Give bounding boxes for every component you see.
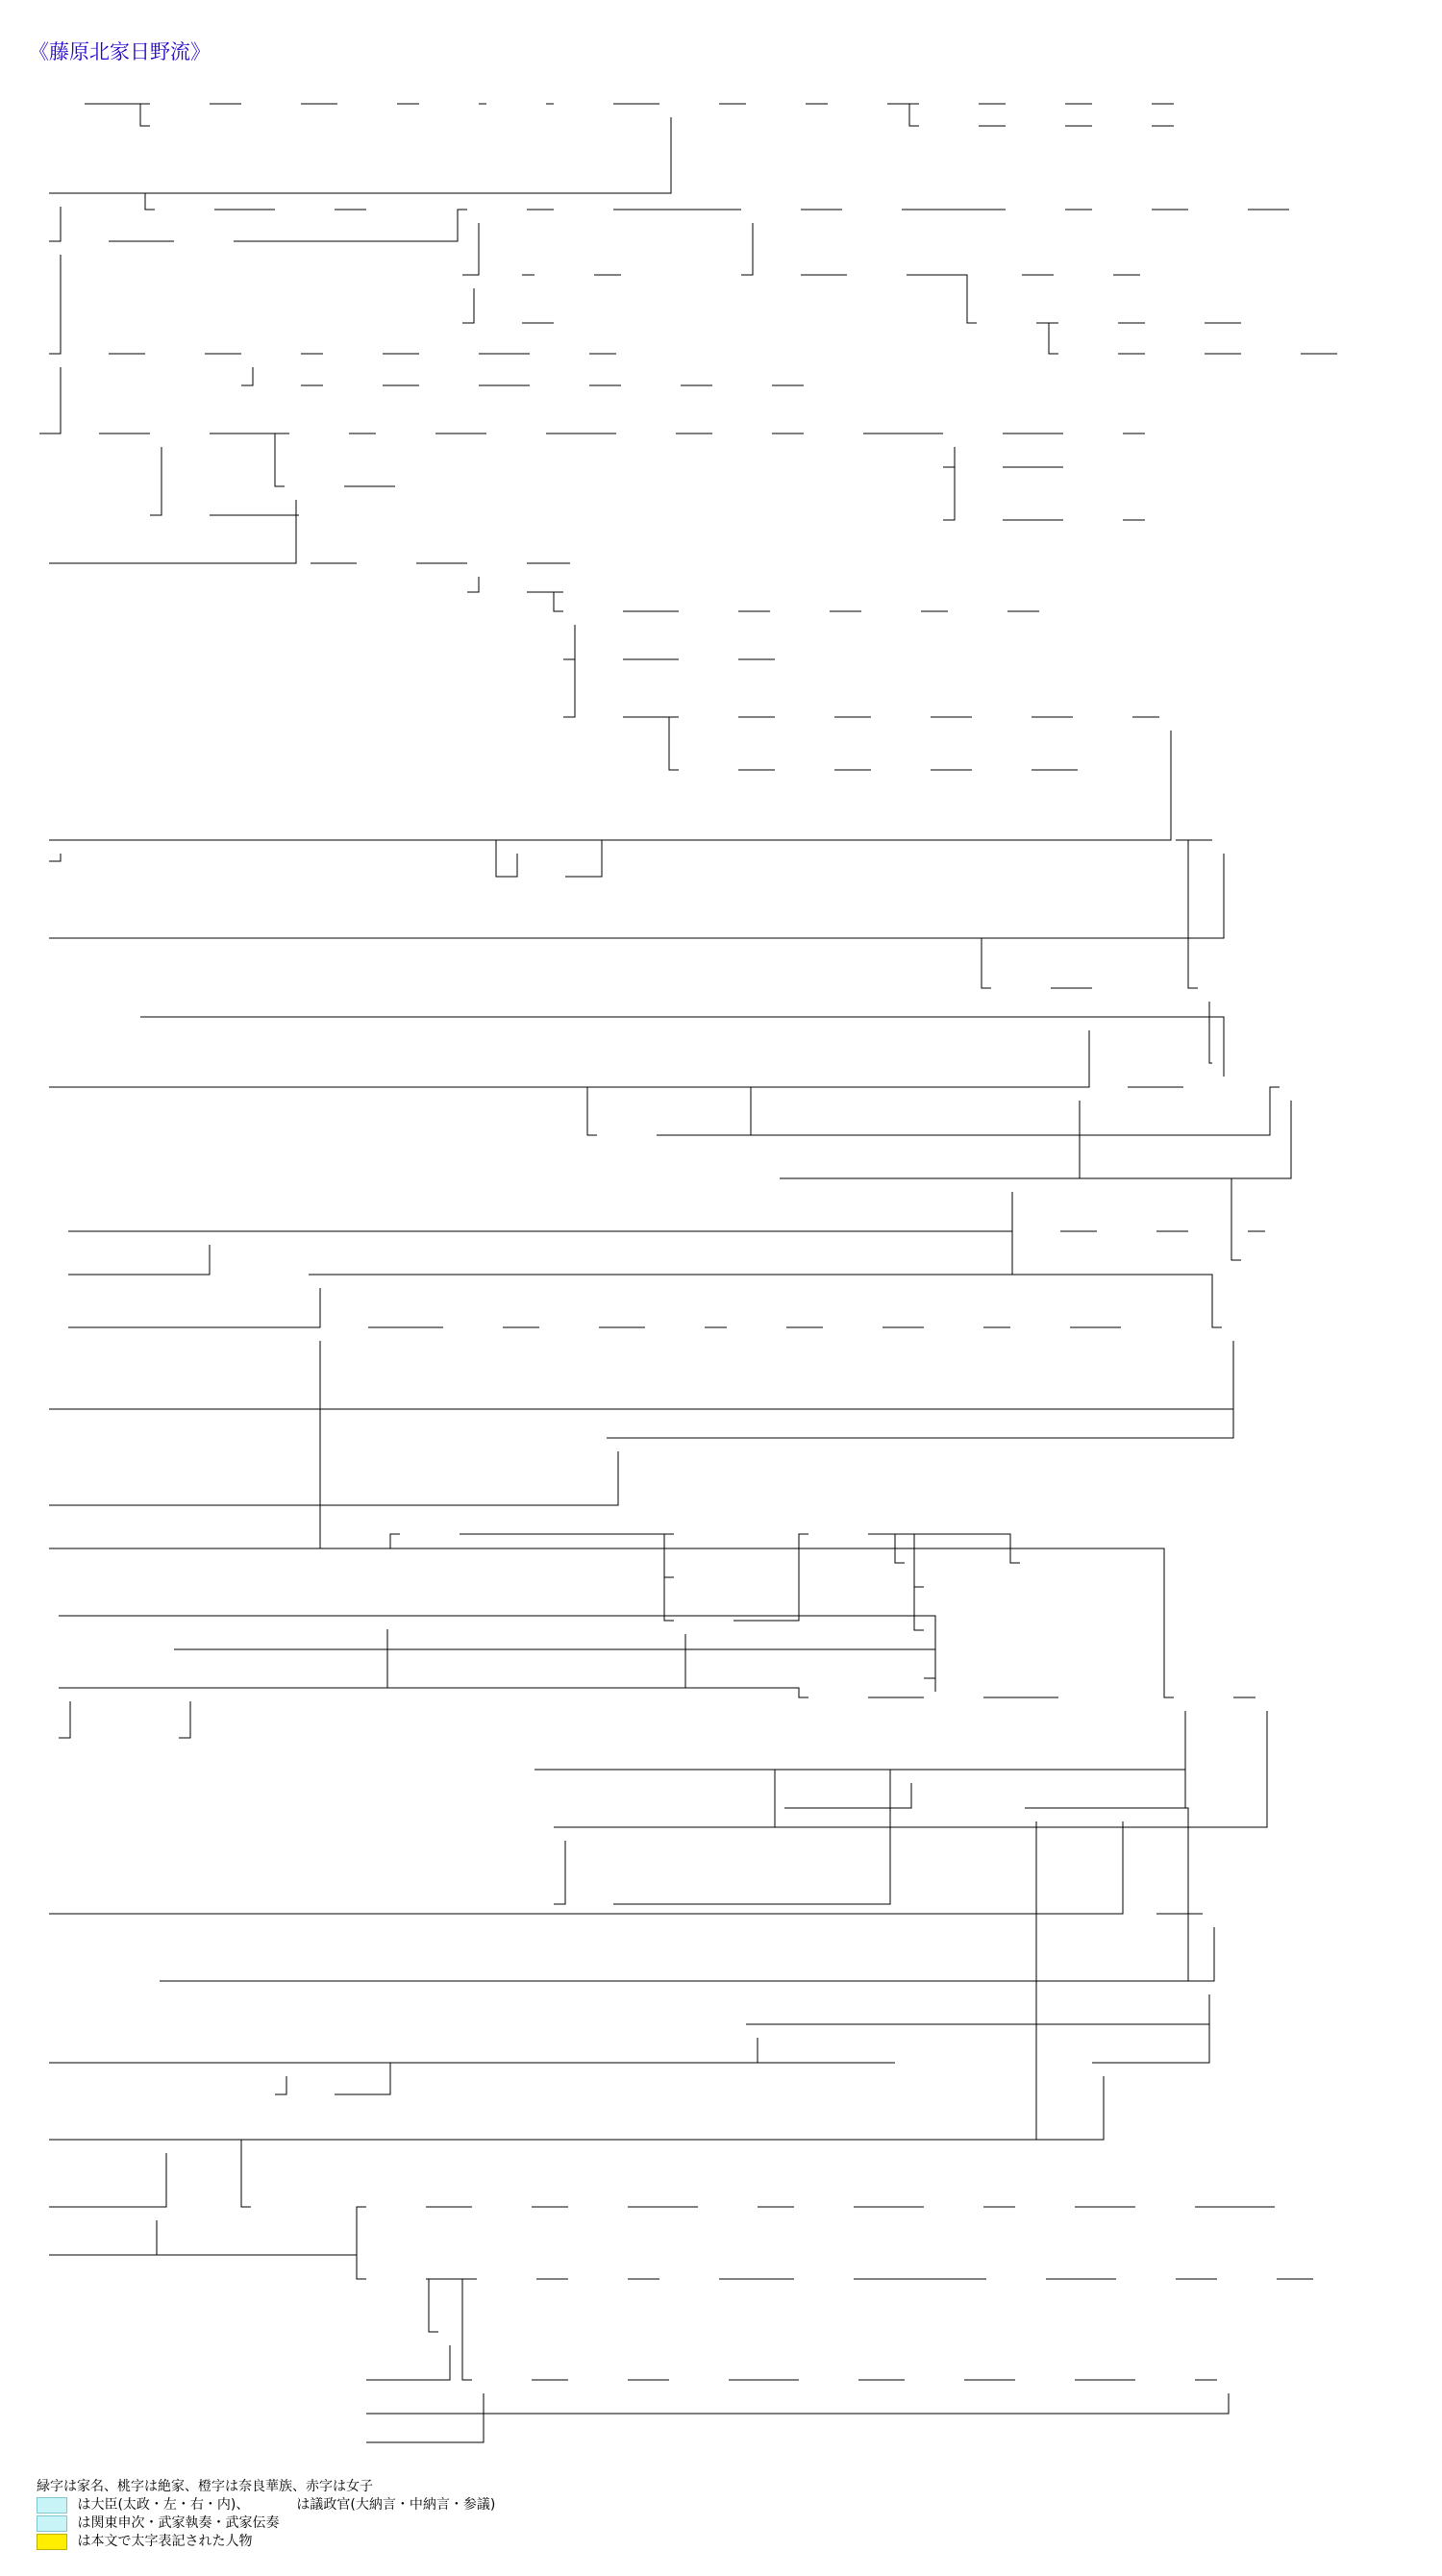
legend [37,2478,495,2551]
connector [49,2076,1104,2140]
connector [234,210,467,241]
connector [943,447,955,520]
connector [460,1534,674,1577]
connector [160,2038,758,2063]
connector [335,2063,400,2094]
connector [982,1002,1209,1017]
connector [657,1087,760,1135]
connector [460,1534,674,1621]
connector [924,1644,935,1678]
connector [887,104,919,126]
legend-bold-text: は本文で太字表記された人物 [77,2534,253,2549]
connector [462,223,479,275]
legend-row-envoy [37,2514,495,2533]
connector [565,840,611,877]
connector [299,1634,685,1688]
connector [907,275,977,323]
connector [299,1616,935,1692]
connector-lines [39,104,1337,2442]
connector [150,447,162,515]
connector [59,1701,70,1738]
connector [49,1341,320,1548]
connector [467,577,479,592]
connector [368,1275,1222,1327]
connector [1060,1178,1241,1260]
connector [275,2076,286,2094]
legend-rank-text: は大臣(太政・左・右・内)、 は議政官(大納言・中納言・参議) [77,2497,496,2513]
connector [210,433,285,486]
legend-row-rank [37,2496,495,2514]
connector [563,625,575,659]
connector [376,1616,935,1644]
connector [328,1451,618,1505]
connector [49,117,671,193]
connector [49,207,61,241]
connector [160,1927,1214,1981]
connector [68,1288,320,1327]
connector [746,1994,1209,2024]
connector [733,1534,808,1621]
connector [462,288,474,323]
connector [140,1017,1224,1077]
connector [49,1821,1123,1914]
connector [440,1688,808,1697]
connector [613,1770,900,1904]
connector [426,2279,438,2332]
connector [469,840,506,877]
connector [214,2140,251,2207]
connector [1176,840,1198,988]
connector [49,2220,157,2255]
connector [607,1341,1233,1438]
connector [59,1616,935,1692]
connector [554,1841,565,1904]
connector [241,367,253,385]
connector [506,854,517,877]
connector [1092,1994,1209,2063]
connector [49,731,1171,840]
page-title: 《藤原北家日野流》 [29,40,211,63]
connector [309,1192,1012,1275]
legend-envoy-swatch [37,2515,67,2532]
legend-row-bold [37,2533,495,2551]
connector [1036,323,1058,354]
connector [49,854,1224,938]
connector [174,1644,935,1649]
connector [780,1101,1291,1178]
connector [741,223,753,275]
connector [784,1783,911,1808]
connector [613,1770,784,1827]
connector [535,1711,1185,1770]
connector [49,500,296,563]
connector [527,592,563,611]
connector [49,1030,1089,1087]
legend-bold-swatch [37,2534,67,2550]
connector [366,2393,1229,2414]
connector [109,1548,1174,1697]
connector [49,2038,758,2063]
connector [39,367,61,433]
connector [868,1534,924,1587]
connector [68,1192,1012,1231]
connector [943,447,955,467]
connector [49,1341,1233,1409]
connector [623,717,679,770]
connector [49,2153,166,2207]
connector [59,1629,387,1688]
connector [49,255,61,354]
connector [49,1451,618,1505]
connector [109,193,155,210]
connector [1001,1101,1080,1178]
legend-row-colors: 緑字は家名、桃字は絶家、橙字は奈良華族、赤字は女子 [37,2479,373,2494]
legend-minister-swatch [37,2497,67,2514]
connector [109,2255,366,2279]
connector [587,1087,613,1135]
connector [49,854,61,861]
connector [1097,1821,1123,1914]
connector [1084,1808,1198,1981]
connector [179,1701,190,1738]
connector [563,625,575,717]
connector [109,1548,924,1630]
legend-envoy-text: は関東申次・武家執奏・武家伝奏 [77,2515,280,2531]
connector [109,1534,400,1548]
connector [85,104,150,126]
connector [806,938,991,988]
connector [657,1087,1280,1135]
connector [1025,1711,1185,1808]
connector [68,1245,210,1275]
connector [664,1711,1185,1770]
connector [366,2345,450,2380]
connector [366,2393,484,2442]
connector [179,1629,387,1688]
connector [426,2279,472,2380]
connector [109,2207,366,2255]
